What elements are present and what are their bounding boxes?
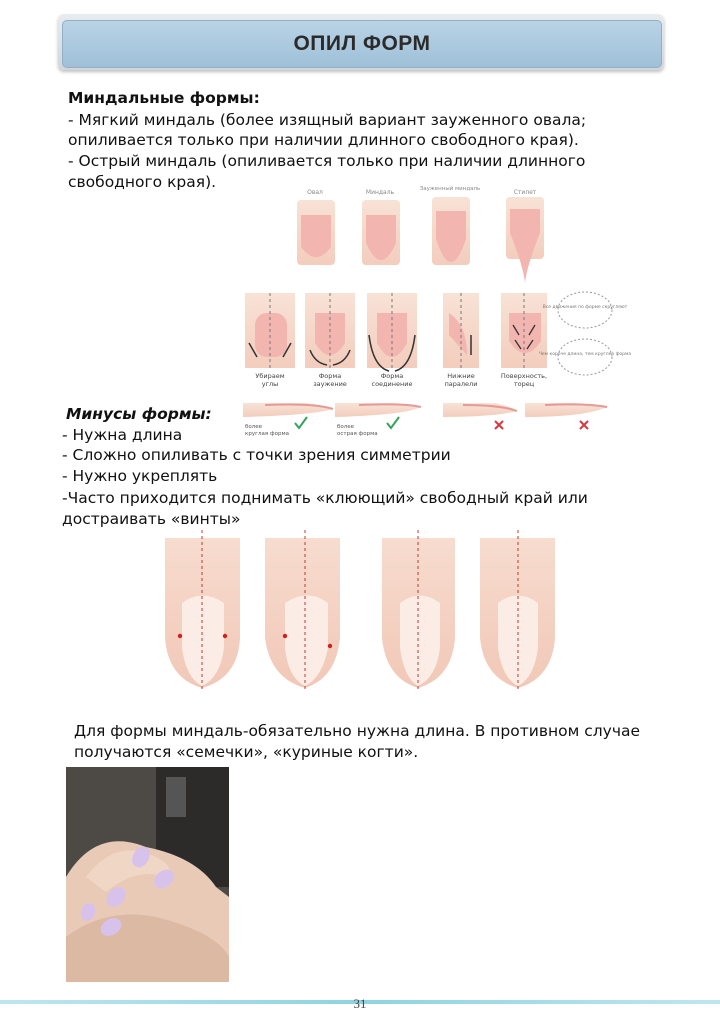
step-remove-corners [245,293,295,371]
shape-label-stiletto: Стилет [513,189,537,196]
step-label-3a: Форма [380,372,404,380]
step-label-1a: Убираем [255,372,285,380]
cross-icon [495,421,503,429]
cons-item-1: - Нужна длина [62,426,183,444]
nail-narrow-almond [432,197,470,265]
profile-label-2a: более [337,424,355,430]
step-narrowing [305,293,355,371]
check-icon [295,417,307,428]
cross-icon [580,421,588,429]
step-label-5b: торец [513,380,535,388]
nail-almond [362,200,400,265]
symmetry-nail-4 [480,530,555,691]
symmetry-dot [178,634,182,638]
cons-item-2: - Сложно опиливать с точки зрения симметрии [62,446,451,464]
almond-line-4: свободного края). [68,173,217,191]
shape-label-narrow-almond: Зауженный миндаль [419,186,481,192]
nail-stiletto [506,197,544,283]
step-label-4b: паралели [444,380,478,388]
profile-round-good [243,403,333,437]
profile-sharp-good [335,403,421,437]
almond-heading: Миндальные формы: [68,89,260,107]
cons-item-3: - Нужно укреплять [62,467,218,485]
step-surface [501,293,547,371]
cons-item-4a: -Часто приходится поднимать «клюющий» свободный край или [62,489,588,507]
nail-oval [297,200,335,265]
page-number: 31 [353,996,367,1011]
profile-bad-1 [443,403,517,429]
almond-line-3: - Острый миндаль (опиливается только при наличии длинного [68,152,586,170]
profile-bad-2 [525,403,607,429]
shape-label-oval: Овал [307,189,323,196]
tip-bubbles [539,292,632,375]
step-parallels [443,293,479,371]
bubble-tip-1: Все движения по форме скругляют [542,305,628,310]
almond-shapes-diagram [235,185,632,445]
profile-label-1a: более [245,424,263,430]
step-joining [367,293,417,371]
symmetry-nail-2 [265,530,340,691]
almond-line-1: - Мягкий миндаль (более изящный вариант зауженного овала; [68,111,587,129]
almond-nails-photo [66,767,229,982]
symmetry-nail-1 [165,530,240,691]
note-line-1: Для формы миндаль-обязательно нужна длина. В противном случае [74,722,641,740]
step-label-5a: Поверхность, [500,372,548,380]
symmetry-dot [283,634,287,638]
symmetry-diagram [160,528,600,693]
shape-label-almond: Миндаль [365,189,395,196]
step-label-3b: соединение [371,380,413,388]
step-label-4a: Нижние [447,372,475,380]
cons-item-4b: достраивать «винты» [62,510,241,528]
profile-label-1b: круглая форма [245,431,289,437]
symmetry-nail-3 [382,530,455,691]
page-title: ОПИЛ ФОРМ [293,32,431,55]
note-line-2: получаются «семечки», «куриные когти». [74,743,419,761]
check-icon [387,417,399,428]
almond-line-2: опиливается только при наличии длинного свободного края). [68,131,579,149]
step-label-2a: Форма [318,372,342,380]
profile-label-2b: острая форма [337,431,378,437]
cons-heading: Минусы формы: [66,405,212,423]
step-label-2b: заужение [313,380,347,388]
symmetry-dot [223,634,227,638]
symmetry-dot [328,644,332,648]
bubble-tip-2: Чем короче длина, тем круглее форма [538,352,632,357]
step-label-1b: углы [261,380,279,388]
